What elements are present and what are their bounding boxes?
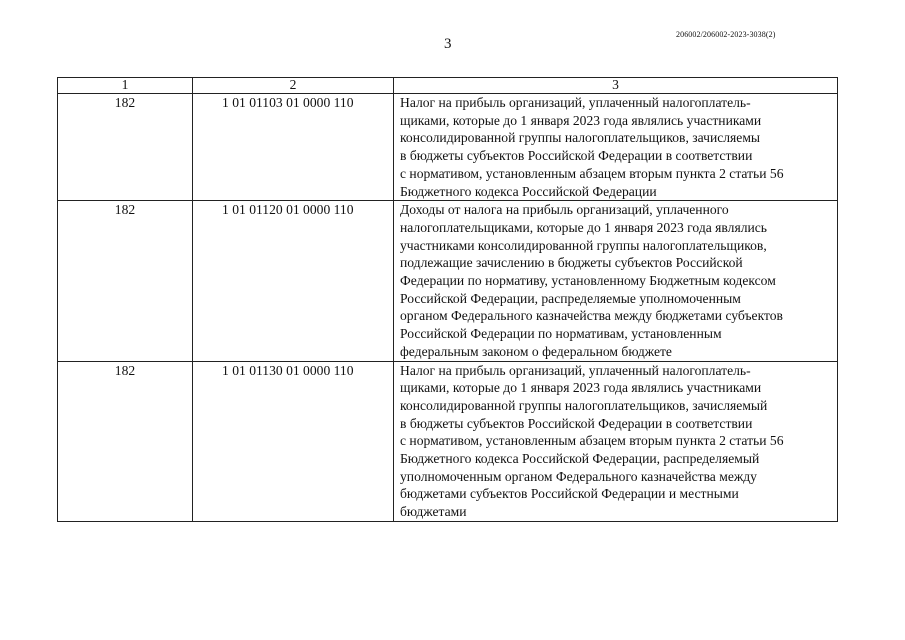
description-line: с нормативом, установленным абзацем вторым пункта 2 статьи 56 [400, 433, 784, 449]
description-line: подлежащие зачислению в бюджеты субъектов Российской [400, 255, 743, 271]
description-cell [394, 361, 838, 521]
description-line: консолидированной группы налогоплательщиков, зачисляемы [400, 130, 761, 146]
kbk-code-cell: 1 01 01120 01 0000 110 [193, 201, 394, 361]
admin-code-cell: 182 [58, 94, 193, 201]
description-line: Налог на прибыль организаций, уплаченный налогоплатель- [400, 362, 751, 378]
table-row [58, 201, 838, 361]
description-cell [394, 94, 838, 201]
description-line: федеральным законом о федеральном бюджете [400, 343, 672, 359]
description-line: с нормативом, установленным абзацем вторым пункта 2 статьи 56 [400, 165, 784, 181]
description-line: в бюджеты субъектов Российской Федерации в соответствии [400, 415, 753, 431]
description-line: участниками консолидированной группы налогоплательщиков, [400, 237, 767, 253]
description-line: в бюджеты субъектов Российской Федерации в соответствии [400, 148, 753, 164]
description-cell [394, 201, 838, 361]
description-line: щиками, которые до 1 января 2023 года являлись участниками [400, 112, 762, 128]
description-line: Бюджетного кодекса Российской Федерации, распределяемый [400, 451, 760, 467]
description-line: бюджетами субъектов Российской Федерации и местными [400, 486, 739, 502]
description-line: Доходы от налога на прибыль организаций, уплаченного [400, 202, 729, 218]
admin-code-cell: 182 [58, 201, 193, 361]
column-header-3: 3 [394, 78, 838, 94]
table-row [58, 94, 838, 201]
page-number: 3 [444, 36, 452, 52]
document-id: 206002/206002-2023-3038(2) [676, 30, 776, 39]
table-row [58, 361, 838, 521]
description-line: щиками, которые до 1 января 2023 года являлись участниками [400, 380, 762, 396]
kbk-code-cell: 1 01 01130 01 0000 110 [193, 361, 394, 521]
column-header-1: 1 [58, 78, 193, 94]
description-line: Российской Федерации по нормативам, установленным [400, 326, 722, 342]
admin-code-cell: 182 [58, 361, 193, 521]
description-line: органом Федерального казначейства между бюджетами субъектов [400, 308, 783, 324]
column-header-2: 2 [193, 78, 394, 94]
budget-classification-table [57, 77, 838, 522]
kbk-code-cell: 1 01 01103 01 0000 110 [193, 94, 394, 201]
description-line: Налог на прибыль организаций, уплаченный налогоплатель- [400, 95, 751, 110]
description-line: Российской Федерации, распределяемые уполномоченным [400, 290, 741, 306]
description-line: Федерации по нормативу, установленному Бюджетным кодексом [400, 273, 776, 289]
description-line: бюджетами [400, 504, 467, 520]
description-line: Бюджетного кодекса Российской Федерации [400, 183, 657, 199]
table-header-row [58, 78, 838, 94]
description-line: налогоплательщиками, которые до 1 января 2023 года являлись [400, 219, 767, 235]
description-line: консолидированной группы налогоплательщиков, зачисляемый [400, 397, 768, 413]
description-line: уполномоченным органом Федерального казначейства между [400, 468, 757, 484]
